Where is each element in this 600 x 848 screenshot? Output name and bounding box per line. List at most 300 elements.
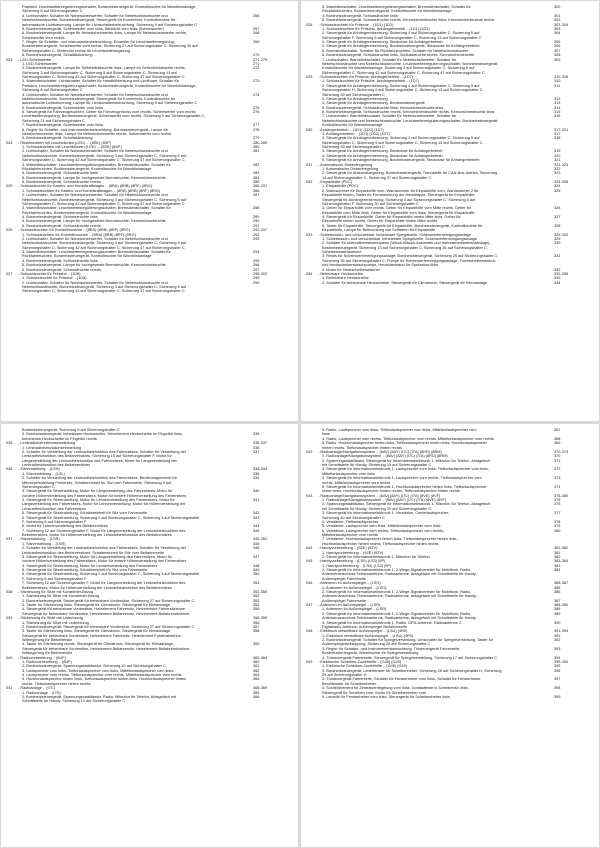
entry-text: - Radiovorbereitung .. (8UF) (18, 655, 66, 660)
entry-text: 4. Lichtschalter, Schalter für Nebelscheinwerfer, Schalter für Nebelschlussleuchte und (22, 92, 168, 97)
entry-text: Mitteltonlautsprecher vorn rechts (322, 533, 378, 537)
page-ref: 379 (554, 524, 561, 529)
section-number: 023 (6, 57, 13, 62)
entry-text: Wärmgerung für Beifahrersitz (22, 651, 73, 656)
page-ref: 278 (253, 127, 260, 132)
entry-text: automatische Lichtsteuerung, Lampe für Lichtschalterbeleuchtung, Sicherung 9 auf Sicherungshalter C (22, 101, 197, 106)
page-ref: 385-387 (554, 581, 569, 586)
entry-text: Nebelschlussleuchte, Bordnetzsteuergerät, Sicherung 3 auf Sicherungshalter C, Sicherung 5 auf (22, 197, 187, 202)
page-ref: 280-285 (253, 140, 268, 145)
entry-text: 2. Schalter für Verstellung der Lenkradheizfunktion des Fahrersitzes, Schalter für Verstellung der (22, 546, 187, 551)
entry-text: 4. Radio, Lautsprecher vorn rechts, Tieftonlautsprecher vorn rechts, Mitteltonlautsprecher vorn rechts (322, 436, 494, 441)
entry-text: 1. Handyvorbereitung .. (9ZE) (9ZV) (322, 550, 384, 555)
entry-text: 2. Schalter für Verstellung der Lenkradheizfunktion des Fahrersitzes, Bedienungseinheit für (22, 476, 177, 481)
page-ref: 290 (253, 219, 260, 224)
entry-text: 3. Steuergerät für Sitzeinstellung, Motor für Längsverstellung des Fahrersitzes, Motor für (22, 489, 173, 494)
entry-text: 7. Sicherung 12 auf Sicherungshalter F, Motor für Längsverstellung der Lenkradheizfunktion des (22, 581, 186, 586)
page-ref: 324-328 (554, 180, 569, 184)
entry-text: automatische Lichtsteuerung, Lampe für Lichtschalterbeleuchtung, Sicherung 9 auf Sicherungshalter C (22, 22, 197, 27)
entry-text: Parklicht, Leuchtweitenregulierungsschalter, Bordnetzsteuergerät, Kontrollleuchte für Warnblinkanlage, (22, 5, 197, 9)
page-ref: 357 (253, 624, 260, 629)
entry-text: - Schlussleuchte für Pritsche .. (1D8) (18, 271, 81, 276)
entry-text: 5. Steuergerät für Sitzeinstellung, Schaltereinheit für Sitz vorn Fahrerseite (22, 511, 148, 516)
page-ref: 268 (253, 31, 260, 36)
page-ref: 281 (253, 149, 260, 154)
page-ref: 328 (554, 223, 561, 228)
page-ref: 271-279 (253, 57, 268, 62)
entry-text: - Automatische Distanzregelung (318, 162, 373, 167)
page-ref: 319 (554, 149, 561, 154)
page-ref: 398 (554, 686, 561, 691)
entry-text: - Lenkradheizfunktionseinstellung (18, 441, 76, 446)
entry-text: 8. Motor für Lehnenverstellung des Beifahrersitzes (22, 524, 108, 529)
page-ref: 304 (554, 31, 561, 36)
entry-text: - Schlussleuchten für Kombilimousine .. (8RA) (8RB) (8RF) (8RG) (18, 228, 130, 233)
entry-text: Nebelscheinwerfer links, Lampe für Nebelscheinwerfer rechts, Scheinwerfer vorn rechts (22, 131, 172, 136)
entry-text: - Sitzverstellung .. (LSH) (18, 467, 60, 472)
page-ref: 370 (554, 454, 561, 459)
page-ref: 347 (253, 554, 260, 559)
page-ref: 299 (253, 280, 260, 285)
entry-text: 3. Radio, Lautsprecher vorn links, Tieftonlautsprecher vorn links, Mitteltonlautsprecher vorn (322, 428, 477, 432)
page-ref: 349 (253, 568, 260, 572)
page-ref: 314 (554, 105, 561, 110)
entry-text: 2. Bordnetzsteuergerät, Steuergerät für beheizbare Vordersitze, Sicherung 27 auf Sicherungshalter C (22, 598, 195, 603)
entry-text: Sicherung 8 auf Sicherungshalter C (22, 88, 83, 93)
entry-text: - Handyvorbereitung .. (LS0) (LS3) (9P) (318, 559, 386, 564)
toc-entry-line (306, 695, 594, 699)
entry-text: 2. Lichtschalter, Schalter für Nebelscheinwerfer, Schalter für Nebelschlussleuchte und (22, 236, 168, 241)
page-ref: 343 (253, 515, 260, 520)
entry-text: Einparkhilfe vorn Mitte links, Geber für Einparkhilfe vorn links, Steuergerät für Einparkhilfe (322, 210, 475, 215)
page-ref: 355 (253, 607, 260, 612)
entry-text: 2. Lichtschalter, Schalter für Nebelscheinwerfer, Schalter für Nebelschlussleuchte und (22, 149, 168, 154)
page-ref: 275 (253, 105, 260, 110)
entry-text: 4. Lichtschalter, Schalter für Nebelscheinwerfer, Schalter für Nebelschlussleuchte und (22, 13, 168, 18)
page-top-right (301, 1, 599, 421)
entry-text: 5. Bordnetzsteuergerät, Schlussleuchte links, Kennzeichenleuchte links (322, 105, 444, 110)
entry-text: 1. Lenkradheizfunktionseinstellung (22, 445, 81, 450)
entry-text: Lenkradheizfunktion des Beifahrersitzes, Sicherung 10 auf Sicherungshalter F, Motor für (22, 454, 172, 459)
entry-text: 4. Bordnetzsteuergerät, Schlussleuchte links (22, 171, 98, 176)
entry-text: - Schlussleuchten für Pritsche, Anhängerbetrieb .. (1D7) (318, 75, 414, 79)
entry-text: 1. Elektrische Scheiben-Zuziehhilfe .. (G45) (G29) (322, 664, 408, 669)
entry-text: Antennenanschluss Telefonantenne, Radioantenne, Ablagefach mit Schnittstelle für Handy, (322, 572, 477, 577)
entry-text: Schnittstelle für Handy, Sicherung 10 auf Sicherungshalter C (22, 699, 126, 704)
page-ref: 295 (253, 258, 260, 263)
page-ref: 375 (554, 498, 561, 502)
page-ref: 364 (253, 677, 260, 682)
entry-text: Nebelschlussleuchte, Bordnetzsteuergerät, Sicherung 3 auf Sicherungshalter C, Sicherung 5 auf (22, 241, 187, 246)
entry-text: Sicherung 39 auf Sicherungshalter C (322, 145, 385, 149)
entry-text: 7. Bordnetzsteuergerät, Scheinwerfer vorn links (22, 123, 103, 128)
page-ref: 388 (554, 607, 561, 612)
entry-text: Sicherungshalter C (22, 484, 55, 489)
page-ref: 340 (253, 489, 260, 494)
entry-text: - Schiebedach- und verschiebbar, beheizbare Spiegelzelle, Scheinwerferreinigungsanlage (318, 232, 471, 237)
page-ref: 358 (253, 629, 260, 634)
page-ref: 356-359 (253, 616, 268, 621)
entry-text: - Elektrische Scheiben-Zuziehhilfe .. (G45) (G29) (318, 659, 402, 664)
entry-text: Sicherungshalter C, Sicherung 42 auf Sicherungshalter C, Sicherung 47 auf Sicherungshalter C (22, 245, 185, 250)
entry-text: 1. Beheizbare Heckscheibe (322, 276, 369, 281)
page-ref: 285 (253, 180, 260, 184)
page-ref: 311 (554, 83, 561, 88)
entry-text: Steuergerät für beheizbare Vordersitze, Heizelement Fahrersitz, Heizelement Fahrersitzlehne, (22, 633, 182, 638)
entry-text: Steuergerät für beheizbare Vordersitze, Heizelement Beifahrersitz, Heizelement Beifahrersitzlehne, (22, 646, 191, 651)
entry-text: 3. Türsteuergerät Fahrerseite, Schalter für Fensterheber vorn links, Schalter für Fensterheber (322, 677, 481, 682)
entry-text: 1. Antennen im Außenspiegel .. (LSO) (322, 585, 387, 590)
entry-text: 6. Steuergerät für Sitzeinstellung, Sicherung 2 auf Sicherungshalter C, Sicherung 3 auf Sicherungshalter (22, 515, 200, 520)
page-ref: 337 (253, 449, 260, 454)
entry-text: Einparkhilfe hinten, Taster für Fernsteuerung der Heckklappe, Steuergerät für Einparkhilfe, (322, 193, 476, 198)
entry-text: Sicherung 3 auf Sicherungshalter C, Sicherung 5 auf Sicherungshalter C, Sicherung 13 auf (22, 70, 177, 75)
page-ref: 359 (253, 642, 260, 647)
page-ref: 307 (554, 48, 561, 53)
page-ref: 308 (554, 53, 561, 58)
entry-text: 6. Verstärker, Lautsprecher vorn rechts, Tieftonlautsprecher vorn rechts, (322, 528, 445, 533)
entry-text: Einparkhilfe hinten rechts, Geber für Einparkhilfe hinten Mitte rechts (322, 219, 438, 224)
page-ref: 310 (554, 79, 561, 84)
entry-text: Sicherung 8 auf Sicherungshalter C (22, 9, 83, 14)
entry-text: - Radioanlage/Navigationssystem .. (8AV) (8AY) (I7C) (I7A) (8RD) (8RM) (318, 449, 442, 454)
entry-text: 2. Bordnetzsteuergerät, Spannungsstabilisator, Radio, Mikrofon für Telefon, Ablagefach mit (22, 694, 177, 699)
entry-text: 4. Lautsprecher vorn rechts, Tieftonlautsprecher vorn rechts, Mitteltonlautsprecher vorn rechts (22, 673, 182, 677)
entry-text: Sicherungshalter C, Sicherung 42 auf Sicherungshalter C, Sicherung 47 auf Sicherungshalter C (22, 75, 185, 79)
page-ref: 324 (554, 184, 561, 189)
entry-text: 5. Radio, Hochtonlautsprecher hinten links, Tieftonlautsprecher hinten links, Hochtonlautsprecher (322, 441, 487, 446)
page-ref: 317 (554, 131, 561, 136)
entry-text: 1. Schiebedach- und verschiebbar, beheizbare Spiegelzelle, Scheinwerferreinigungsanlage (322, 236, 477, 241)
entry-text: Scheibenwaschsumme (322, 250, 362, 254)
entry-text: 2. Steuergerät für Informationselektronik 1, 2-Wege-Signalverteiler für Mobilfunk, Radio, (322, 568, 472, 572)
page-ref: 293 (253, 236, 260, 241)
entry-text: Rückfahrleuchten, Bordnetzsteuergerät, Kontrollleuchte für Warnblinkanlage (22, 166, 152, 171)
entry-text: 6. Steuergerät für Sitzeinstellung, Sicherung 2 auf Sicherungshalter C, Sicherung 3 auf Sicherungshalter (22, 572, 200, 577)
page-ref: 356 (253, 620, 260, 625)
page-ref: 376 (554, 502, 561, 507)
entry-text: - Beheizbare Heckscheibe (318, 271, 363, 276)
page-ref: 338 (253, 471, 260, 476)
entry-text: 3. Taster für Sitzheizung links, Steuergerät für Climatronic, Steuergerät für Klimaanlage, (22, 629, 172, 634)
entry-text: Außenspiegel Fahrerseite (322, 598, 367, 603)
entry-text: 2. Lichtschalter, Schalter für Nebelscheinwerfer, Schalter für Nebelschlussleuchte und (22, 280, 168, 285)
entry-text: 2. Steuergerät für Anhängererkennung, Sicherung 4 auf Sicherungshalter C, Sicherung 5 auf (322, 83, 480, 88)
section-number: 045 (306, 559, 313, 564)
entry-text: 1. Schlussleuchten für Pritsche, Anhängerbetrieb .. (1D7) (322, 79, 419, 84)
page-ref: 390 (554, 620, 561, 625)
entry-text: 6. Bordnetzsteuergerät, Schlussleuchte rechts (22, 267, 101, 272)
section-number: 025 (6, 184, 13, 189)
page-ref: 326 (554, 206, 561, 211)
page-ref: 384 (554, 568, 561, 572)
page-ref: 371 (554, 458, 561, 463)
entry-text: Sicherungshalter F, Sicherung 30 auf Sicherungshalter C (322, 201, 419, 206)
section-number: 035 (6, 441, 13, 446)
section-number: 041 (6, 686, 13, 691)
entry-text: 1. Schlussleuchten mit Leuchtdioden (LED) ... (8SK) (8SP) (22, 145, 122, 149)
page-ref: 394 (554, 655, 561, 660)
section-number: 032 (306, 180, 313, 184)
section-number: 024 (6, 140, 13, 145)
entry-text: 1. Anhängerbetrieb .. (1D1) (1D2) (1D7) (322, 131, 390, 136)
entry-text: Rückfahrleuchten, Bordnetzsteuergerät, Kontrollleuchte für Warnblinkanlage (22, 254, 152, 259)
entry-text: 2. Spannungsstabilisator, Steuergerät für Informationselektronik 1, Mikrofon für Telefon, Ablagefach (322, 502, 491, 507)
section-number: 030 (306, 127, 313, 132)
entry-text: 5. Bordnetzsteuergerät, Scheinwerfer vorn links, Blinklicht vorn links (Scheinwerfer) (22, 26, 164, 31)
page-bottom-right (301, 424, 599, 847)
page-ref: 312 (554, 96, 561, 101)
page-ref: 382 (554, 554, 561, 559)
entry-text: 5. Bremslichtschalter, Schalter für Rückfahrleuchten, Schalter für Nebelschlussleuchte (322, 48, 469, 53)
entry-text: Sicherung 36 auf Sicherungshalter C, Pumpe für Scheinwerferreinigungsanlage, Frontscheibenwasch- (322, 258, 497, 263)
entry-text: Steuergerät für Anhängererkennung, Sicherung 4 auf Sicherungshalter C, Sicherung 6 auf (322, 197, 476, 202)
entry-text: vordere Höhenverstellung des Fahrersitzes, Motor für hintere Höhenverstellung des Fahrersitzes (22, 493, 187, 498)
entry-text: - Einparkhilfe (PDC) (318, 180, 353, 184)
page-ref: 393 (554, 646, 561, 651)
entry-text: Kontrollleuchte für Warnblinkanlage, Sicherung 3 auf Sicherungshalter C, Sicherung 5 auf (322, 66, 475, 71)
page-ref: 386 (554, 589, 561, 594)
entry-text: Hochtonlautsprecher hinten rechts, Tieftonlautsprecher hinten rechts (322, 541, 439, 546)
page-ref: 286 (253, 188, 260, 193)
entry-text: Scheinwerfer vorn rechts (22, 35, 65, 40)
page-ref: 392 (554, 638, 561, 642)
entry-text: 1. Sitzheizung für Sitze mit Kunstleder-Bezug (22, 594, 100, 599)
page-ref: 282 (253, 162, 260, 167)
page-ref: 317-321 (554, 127, 569, 132)
toc-entry-line (306, 281, 594, 285)
page-ref: 365-369 (253, 686, 268, 691)
entry-text: Sicherung 40 auf Sicherungshalter C (322, 515, 385, 520)
toc-entry-line (6, 699, 293, 703)
entry-text: 1. Einparkhilfe (PDC) (322, 184, 359, 189)
entry-text: 3. Warnblinkschalter, Leuchtweitenregulierungsschalter, Bremslichtschalter, Schalter für (22, 250, 171, 254)
section-number: 037 (6, 537, 13, 542)
page-ref: 289 (253, 215, 260, 219)
entry-text: - Radioanlage .. (I7C) (18, 686, 55, 691)
entry-text: Bordnetzsteuergerät, Scheinwerfer vorn rechts, Sicherung 21 auf Sicherungshalter C, Sicherung 30 auf (22, 44, 198, 49)
entry-text: Rückfahrleuchten, Bordnetzsteuergerät, Kontrollleuchte für Warnblinkanlage (22, 210, 152, 215)
section-number: 043 (306, 493, 313, 498)
page-ref: 270 (253, 53, 260, 58)
entry-text: 3. Lautsprecher vorn links, Tieftonlautsprecher vorn links, Mitteltonlautsprecher vorn links (22, 668, 174, 673)
page-ref: 360-364 (253, 655, 268, 660)
page-ref: 383 (554, 563, 561, 568)
page-ref: 351 (253, 581, 260, 586)
entry-text: links (322, 432, 330, 437)
page-ref: 316 (554, 114, 561, 119)
section-number: 048 (306, 629, 313, 634)
page-column (306, 428, 594, 843)
page-ref: 273 (253, 79, 260, 84)
page-ref: 354 (253, 603, 260, 607)
entry-text: 2. Bordnetzsteuergerät, Spannungsstabilisator, Sicherung 10 auf Sicherungshalter C (22, 664, 166, 669)
entry-text: 5. Bordnetzsteuergerät, Lampe für hochgesetzte Bremsleuchte, Kennzeichenleuchte (22, 175, 166, 180)
entry-text: Sicherungshalter C, Sicherung 42 auf Sicherungshalter C, Sicherung 47 auf Sicherungshalter C (22, 289, 185, 294)
section-number: 028 (306, 22, 313, 27)
page-ref: 271 (253, 61, 260, 66)
entry-text: Sicherungshalter H, Sicherung 9 auf Sicherungshalter C, Sicherung 13 auf Sicherungshalter C, (322, 88, 484, 93)
page-ref: 277 (253, 123, 260, 128)
entry-text: 4. Steuergerät für Einparkhilfe, Geber für Einparkhilfe hinten Mitte links, Geber für (322, 215, 461, 219)
page-ref: 279 (253, 136, 260, 141)
page-ref: 320 (554, 153, 561, 158)
section-number: 040 (6, 655, 13, 660)
page-ref: 395 (554, 664, 561, 669)
entry-text: Wärmgerung für Beifahrersitz (22, 638, 73, 642)
entry-text: beheizbare Heckscheibe im Flügeltür rechts (22, 436, 97, 441)
entry-text: 3. Steuergerät für Informationselektronik 1, Radio, GPS-Antenne, Radioantenne 2, (322, 620, 463, 625)
page-ref: 374 (554, 484, 561, 489)
entry-text: 2. Bordnetzsteuergerät, Steuergerät für beheizbare Vordersitze, Sicherung 27 auf Sicherungshalter C (22, 624, 195, 629)
page-ref: 300 (554, 5, 561, 9)
entry-text: - Rückleuchten mit Leuchtdioden (LED) ... (8SK) (8SP) (18, 140, 112, 145)
entry-text: Digitalradio-Antenne, Außenspiegel Beifahrerseite (322, 624, 408, 629)
entry-text: Leuchtweitenregelung, Bordnetzsteuergerät, Scheinwerfer vorn rechts, Sicherung 9 auf Sicherungshalter C, (22, 114, 206, 119)
page-ref: 284 (253, 175, 260, 180)
page-ref: 274 (253, 92, 260, 97)
entry-text: 7. Verstärker, Hochtonlautsprecher hinten links, Tieftonlautsprecher hinten links, (322, 537, 458, 542)
entry-text: 4. Türsteuergerät Fahrerseite, Steuergerät für Spiegelverstellung, Sicherung 17 auf Sicherungshalter C (322, 655, 498, 660)
entry-text: 6. Bordnetzsteuergerät, Schlussleuchte rechts, Kennzeichenleuchte rechts, Kennzeichenleuchte links (322, 110, 495, 114)
page-ref: 306 (554, 44, 561, 49)
entry-text: 4. Bordnetzsteuergerät, Schlussleuchte links (22, 215, 98, 219)
page-ref: 396 (554, 668, 561, 673)
page-ref: 377 (554, 511, 561, 516)
page-ref: 294 (253, 250, 260, 254)
entry-text: - Antennen im Außenspiegel .. (LSR) (318, 603, 381, 607)
entry-text: Bordnetzsteuergerät, Sicherung 8 auf Sicherungshalter C (22, 428, 120, 432)
entry-text: 2. Bordnetzsteuergerät, Schalter für Spiegelverstellung, Umschalter für Spiegelverstellung, Taster für (322, 638, 494, 642)
page-ref: 389 (554, 611, 561, 616)
entry-text: Beneifenster für Scheibenheber (322, 681, 377, 686)
page-ref: 342 (253, 511, 260, 516)
entry-text: 3. Taster für Sitzheizung links, Steuergerät für Climatronic, Steuergerät für Klimaanlage (22, 603, 170, 607)
section-number: 042 (306, 449, 313, 454)
entry-text: 7. Lichtschalter, Warnblinkschalter, Schalter für Nebelscheinwerfer, Schalter für (322, 114, 457, 119)
entry-text: - Anhängerbetrieb .. (1D1) (1D2) (1D7) (318, 127, 384, 132)
page-ref: 322 (554, 166, 561, 171)
page-ref: 269 (253, 40, 260, 44)
page-ref: 362 (253, 668, 260, 673)
entry-text: - Sitzheizung für Sitze mit Lederbezug (18, 616, 83, 621)
page-ref: 361 (253, 664, 260, 669)
page-ref: 315 (554, 110, 561, 114)
entry-text: 3. Steuergerät für Informationselektronik 1, Verstärker, Centerlautsprecher, (322, 511, 449, 516)
page-ref: 266 (253, 13, 260, 18)
entry-text: Lenkradheizfunktion des Beifahrersitzes, Schaltereinheit für Sitz vorn Beifahrerseite (22, 550, 165, 555)
entry-text: Nebelschlussleuchte und Nebelschlussleuchte, Leuchtweitenregulierungsschalter, Bordnetzsteuergerät, (322, 61, 499, 66)
page-ref: 318 (554, 136, 561, 141)
entry-text: 5. Bordnetzsteuergerät, Lampe für hochgesetzte Bremsleuchte, Kennzeichenleuchte (22, 219, 166, 224)
page-ref: 327 (554, 215, 561, 219)
section-number: 049 (306, 659, 313, 664)
entry-text: 1. Sitzverstellung .. (LSR) (22, 541, 66, 546)
section-number: 036 (6, 467, 13, 472)
entry-text: und Heckscheibenwaschpumpe, Heizwiderstand für Spritzdüse links (322, 263, 439, 268)
page-ref: 333-335 (554, 271, 569, 276)
entry-text: 1. Sitzheizung für Sitze mit Lederbezug (22, 620, 89, 625)
entry-text: 3. Steuergerät für Informationselektronik 1, Lautsprecher vorn links, Tieftonlautsprecher vorn links, (322, 467, 489, 472)
page-ref: 370-374 (554, 449, 569, 454)
entry-text: 3. Bordnetzsteuergerät, beheizbare Heckscheibe, Heizelement Heckscheibe im Flügelfür links, (22, 432, 183, 437)
entry-text: 4. Verstärker, Tieftonlautsprecher (322, 519, 379, 524)
entry-text: - Schlussleuchte für Kasten- und Kombikraftwagen .. (8RA) (8RB) (8RF) (8RG) (18, 184, 153, 189)
page-ref: 348 (253, 563, 260, 568)
page-ref: 373 (554, 476, 561, 481)
entry-text: 6. Bordnetzsteuergerät, Lampe für Nebelscheinwerfer links, Lampe für Nebelscheinwerfer rechts, (22, 31, 188, 36)
page-ref: 339 (253, 476, 260, 481)
section-number: 046 (306, 581, 313, 586)
entry-text: Sicherungshalter C, Sicherung 9 auf Sicherungshalter C, Sicherung 13 auf Sicherungshalter C, (322, 140, 484, 145)
section-number: 047 (306, 603, 313, 607)
page-ref: 287 (253, 193, 260, 198)
entry-text: 29 auf Sicherungshalter H (322, 673, 367, 677)
page-ref: 366 (253, 694, 260, 699)
section-number: 033 (306, 232, 313, 237)
page-ref: 321 (554, 158, 561, 163)
entry-text: F, Sicherung 8 auf Sicherungshalter F (22, 519, 87, 524)
entry-text: Lenkradheizfunktion des Fahrersitzes (22, 506, 86, 511)
page-ref: 388-390 (554, 603, 569, 607)
entry-text: 3. Warnblinkschalter, Lichtschalter, Schalter für Handbühlenkung und Lichthupe, Schalter für (22, 79, 179, 84)
page-ref: 387 (554, 598, 561, 603)
page-ref: 332 (554, 267, 561, 272)
page-column (6, 428, 293, 843)
page-ref: 381-382 (554, 546, 569, 551)
page-ref: 363 (253, 673, 260, 677)
section-number: 027 (6, 271, 13, 276)
entry-text: Längsverstellung der Lenkradheizfunktion des Fahrersitzes, Motor für Längsverstellung der (22, 458, 177, 463)
section-number: 026 (6, 228, 13, 233)
entry-text: Antennenanschluss Telefonantenne, Radioantenne, Ablagefach mit Schnittstelle für Handy, (322, 594, 477, 599)
entry-text: 4. Schließelement für Zentralverriegelung vorn links, Kontaktfeste in Scheibenfür links, (322, 686, 469, 691)
page-ref: 336-337 (253, 441, 268, 446)
page-ref: 303-309 (554, 22, 569, 27)
page-ref: 333 (554, 276, 561, 281)
entry-text: Außenspiegelanklappung, Sicherung 28 auf Sicherungshalter C (322, 642, 431, 647)
entry-text: 1. Elektrisch verstellbare Außenspiegel .. (LSU) (4R0) (322, 633, 414, 638)
entry-text: 4. Bordnetzsteuergerät, Schlussleuchte links (322, 13, 398, 18)
entry-text: 4. Steuergerät für beheizbare Vordersitze, Heizelement Fahrersitz, Heizelement Fahrersitzlehne (22, 607, 186, 612)
entry-text: 4. Steuergerät für Sitzeinstellung, Motor für Lehnenverstellung des Fahrersitzes, Motor für (22, 498, 175, 502)
entry-text: 4. Steuergerät für Sitzeinstellung, Motor für Lehnenverstellung des Fahrersitzes (22, 563, 158, 568)
page-ref: 280 (253, 145, 260, 149)
entry-text: 2. Bordnetzsteuergerät, Lederfenster für Scheibenheber, Sicherung 28 auf Sicherungshalter H, Sicherung (322, 668, 502, 673)
entry-text: 2. Bordnetzsteuergerät, Lampe für Seitenblinkleuchte links, Lampe für Seitenblinkleuchte rechts, (22, 66, 186, 71)
page-ref: 346 (253, 546, 260, 551)
entry-text: - Handyvorbereitung .. (9ZE) (9ZV) (318, 546, 378, 551)
entry-text: Parklicht, Leuchtweitenregulierungsschalter, Bordnetzsteuergerät, Kontrollleuchte für Warnblinkanlage, (22, 83, 197, 88)
section-number: 031 (306, 162, 313, 167)
entry-text: 3. Warnblinkschalter, Leuchtweitenregulierungsschalter, Bremslichtschalter, Schalter für (22, 162, 171, 167)
entry-text: 6. Bordnetzsteuergerät, Schlussleuchte links, Schlussleuchte rechts, Kennzeichenleuchte (322, 53, 475, 58)
entry-text: - LED-Scheinwerfer (18, 57, 52, 62)
entry-text: Sicherungshalter C, Sicherung 42 auf Sicherungshalter C, Sicherung 47 auf Sicherungshalter C (22, 201, 185, 206)
entry-text: 3. Geber für Einparkhilfe vorn rechts, Geber für Einparkhilfe vorn Mitte rechts, Geber für (322, 206, 472, 211)
entry-text: 1. Schlussleuchten für Kasten- und Kombikraftwagen .. (8RA) (8RB) (8RF) (8RG) (22, 188, 161, 193)
page-column (306, 5, 594, 417)
page-ref: 310-316 (554, 75, 569, 79)
entry-text: 3. Steuergerät für Anhängererkennung, Steckdose für Anhängerbetrieb (322, 149, 443, 154)
page-ref: 298 (253, 276, 260, 281)
entry-text: 4. Taster für Sitzheizung rechts, Steuergerät für Climatronic, Steuergerät für Klimaanlage, (22, 642, 174, 647)
entry-text: 5. Steuergerät für Sitzeinstellung, Schaltereinheit für Sitz vorn Fahrerseite (22, 568, 148, 572)
page-ref: 350 (253, 572, 260, 577)
entry-text: 7. Sicherung 12 auf Sicherungshalter F, Motor für Längsverstellung der Lenkradheizfunktion des (22, 528, 186, 533)
page-ref: 272 (253, 66, 260, 71)
entry-text: Kontrollleuchte für Warnblinkanlage (322, 123, 383, 128)
